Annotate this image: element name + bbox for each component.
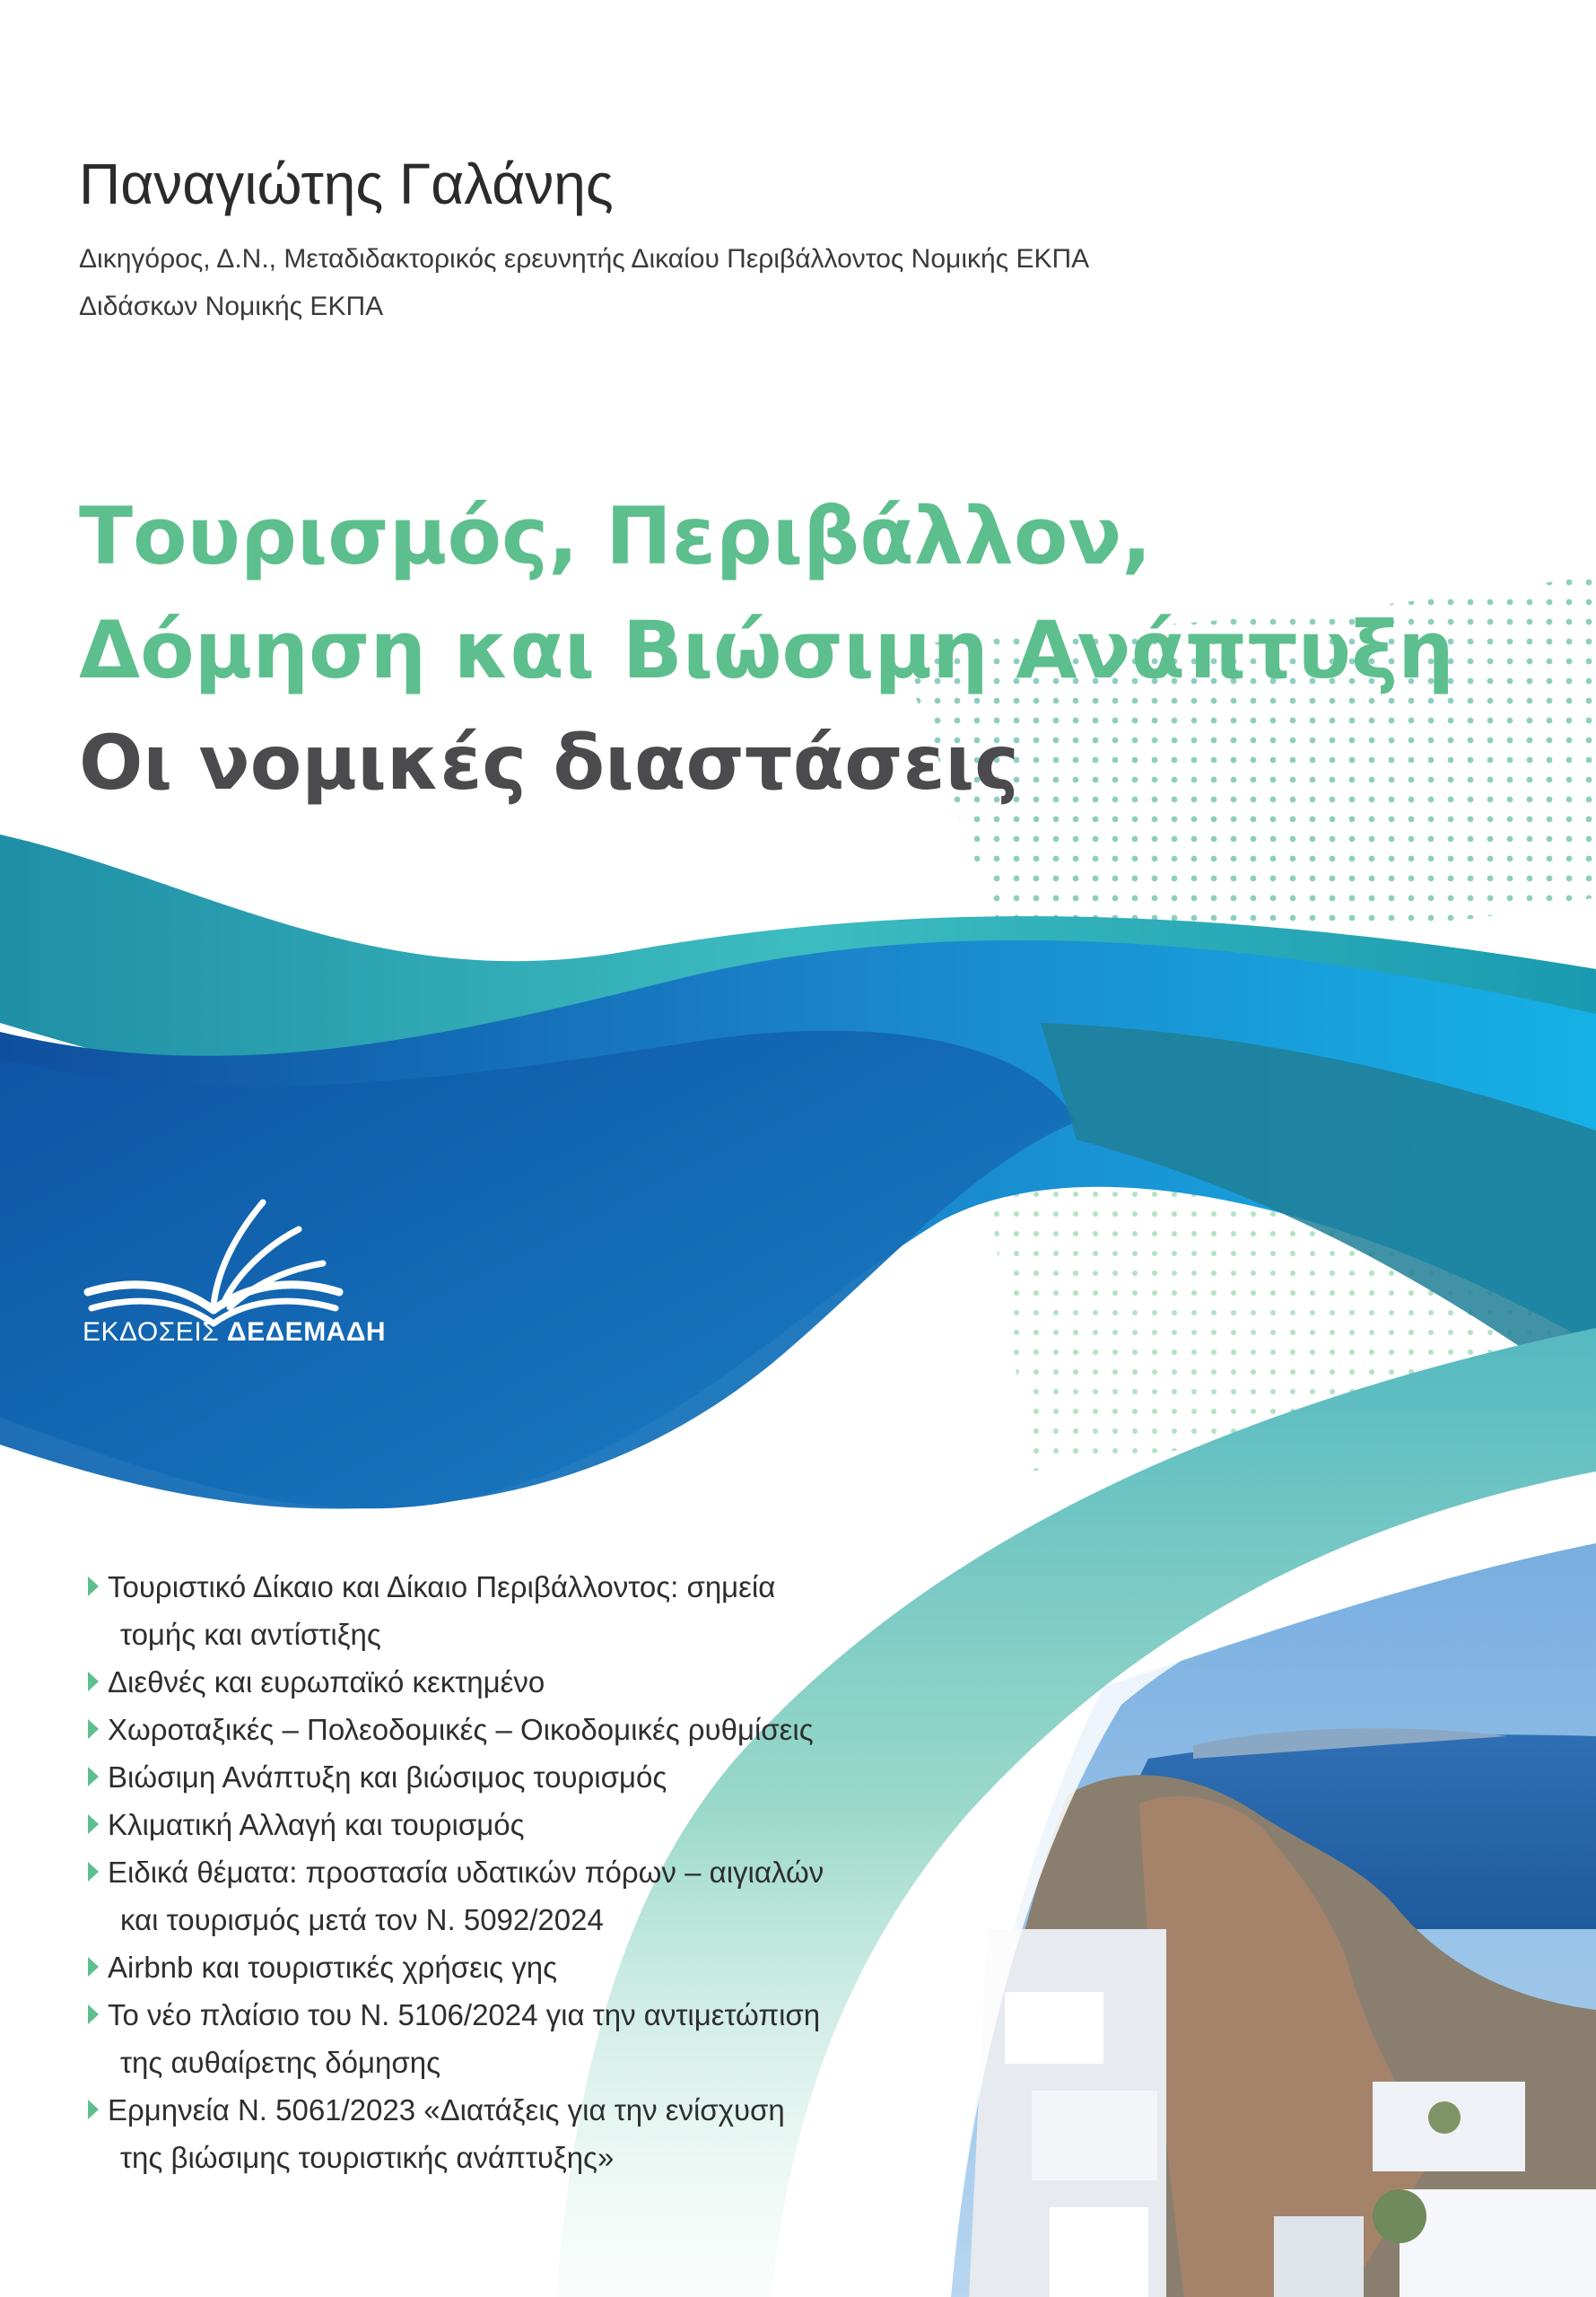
bullet-triangle-icon xyxy=(88,1672,99,1691)
bullet-triangle-icon xyxy=(88,2100,99,2119)
bullet-triangle-icon xyxy=(88,1862,99,1882)
topic-text: Βιώσιμη Ανάπτυξη και βιώσιμος τουρισμός xyxy=(108,1760,667,1794)
topic-text: Ειδικά θέματα: προστασία υδατικών πόρων – αιγιαλών xyxy=(108,1856,824,1889)
topic-text: Κλιματική Αλλαγή και τουρισμός xyxy=(108,1808,525,1841)
topic-item xyxy=(88,1753,895,1801)
book-title-line: Δόμηση και Βιώσιμη Ανάπτυξη xyxy=(79,604,1454,696)
topic-item xyxy=(88,1563,895,1658)
topic-text-continuation: της βιώσιμης τουριστικής ανάπτυξης» xyxy=(120,2141,615,2174)
topic-item xyxy=(88,1658,895,1706)
author-credentials-line: Δικηγόρος, Δ.Ν., Μεταδιδακτορικός ερευνητής Δικαίου Περιβάλλοντος Νομικής ΕΚΠΑ xyxy=(79,244,1090,274)
publisher-prefix: ΕΚΔΟΣΕΙΣ xyxy=(83,1317,220,1347)
book-title-line: Τουρισμός, Περιβάλλον, xyxy=(79,490,1152,582)
book-subtitle: Οι νομικές διαστάσεις xyxy=(79,719,1019,807)
bullet-triangle-icon xyxy=(88,1814,99,1834)
topic-text: Ερμηνεία Ν. 5061/2023 «Διατάξεις για την ενίσχυση xyxy=(108,2093,785,2127)
topic-text: Τουριστικό Δίκαιο και Δίκαιο Περιβάλλοντος: σημεία xyxy=(108,1570,776,1603)
bullet-triangle-icon xyxy=(88,1719,99,1739)
publisher-name xyxy=(83,1317,386,1348)
topic-item xyxy=(88,1706,895,1753)
topic-text: Airbnb και τουριστικές χρήσεις γης xyxy=(108,1951,558,1984)
author-credentials-line: Διδάσκων Νομικής ΕΚΠΑ xyxy=(79,292,384,321)
topic-text: Το νέο πλαίσιο του Ν. 5106/2024 για την αντιμετώπιση xyxy=(108,1998,821,2031)
bullet-triangle-icon xyxy=(88,2004,99,2024)
topic-item xyxy=(88,1991,895,2086)
topic-text-continuation: τομής και αντίστιξης xyxy=(120,1618,381,1651)
bullet-triangle-icon xyxy=(88,1576,99,1596)
bullet-triangle-icon xyxy=(88,1957,99,1977)
topic-item xyxy=(88,1848,895,1943)
topic-text: Διεθνές και ευρωπαϊκό κεκτημένο xyxy=(108,1665,545,1699)
topic-list xyxy=(88,1563,895,2181)
bullet-triangle-icon xyxy=(88,1767,99,1786)
publisher-brand: ΔΕΔΕΜΑΔΗ xyxy=(227,1317,387,1347)
author-name: Παναγιώτης Γαλάνης xyxy=(79,152,614,216)
topic-text-continuation: της αυθαίρετης δόμησης xyxy=(120,2046,441,2079)
topic-text: Χωροταξικές – Πολεοδομικές – Οικοδομικές ρυθμίσεις xyxy=(108,1713,814,1746)
topic-item xyxy=(88,2086,895,2181)
topic-item xyxy=(88,1943,895,1991)
topic-text-continuation: και τουρισμός μετά τον Ν. 5092/2024 xyxy=(120,1903,604,1936)
topic-item xyxy=(88,1801,895,1848)
